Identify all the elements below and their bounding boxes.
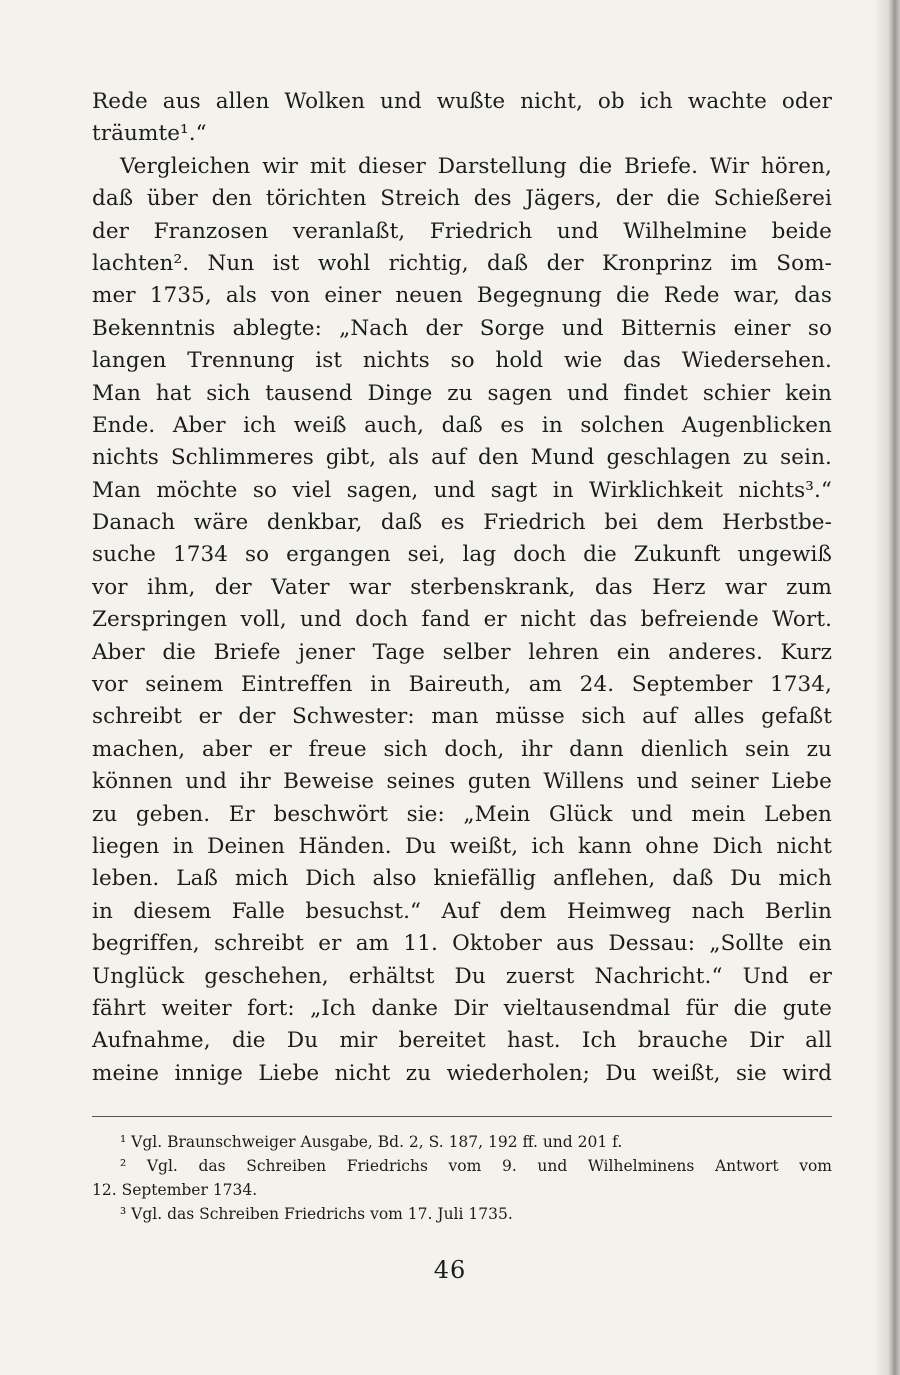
text-line: Bekenntnis ablegte: „Nach der Sorge und Bitternis einer so: [92, 315, 832, 341]
footnote-1: ¹ Vgl. Braunschweiger Ausgabe, Bd. 2, S. 187, 192 ff. und 201 f.: [120, 1133, 623, 1151]
text-line: vor seinem Eintreffen in Baireuth, am 24. September 1734,: [92, 672, 832, 698]
footnote-3: ³ Vgl. das Schreiben Friedrichs vom 17. Juli 1735.: [120, 1205, 513, 1223]
page-edge-shadow: [874, 0, 900, 1375]
text-line: fährt weiter fort: „Ich danke Dir vieltausendmal für die gute: [92, 995, 832, 1021]
text-line: langen Trennung ist nichts so hold wie das Wiedersehen.: [92, 348, 832, 374]
text-line: nichts Schlimmeres gibt, als auf den Mund geschlagen zu sein.: [92, 445, 832, 471]
text-line: träumte¹.“: [92, 121, 207, 147]
footnote-2-continued: 12. September 1734.: [92, 1181, 258, 1199]
footnote-divider: [92, 1116, 832, 1117]
text-line: meine innige Liebe nicht zu wiederholen; Du weißt, sie wird: [92, 1060, 832, 1086]
text-line: liegen in Deinen Händen. Du weißt, ich kann ohne Dich nicht: [92, 833, 832, 859]
text-line: suche 1734 so ergangen sei, lag doch die Zukunft ungewiß: [92, 542, 832, 568]
text-line: können und ihr Beweise seines guten Willens und seiner Liebe: [92, 769, 832, 795]
text-line: daß über den törichten Streich des Jägers, der die Schießerei: [92, 186, 832, 212]
footnotes: [92, 1130, 832, 1226]
text-line: Unglück geschehen, erhältst Du zuerst Nachricht.“ Und er: [92, 963, 832, 989]
text-line: Rede aus allen Wolken und wußte nicht, ob ich wachte oder: [92, 89, 832, 114]
text-line: in diesem Falle besuchst.“ Auf dem Heimweg nach Berlin: [92, 898, 832, 924]
text-line: mer 1735, als von einer neuen Begegnung die Rede war, das: [92, 283, 832, 309]
text-line: Man hat sich tausend Dinge zu sagen und findet schier kein: [92, 380, 832, 406]
body-text: [92, 86, 832, 1090]
text-line: leben. Laß mich Dich also kniefällig anflehen, daß Du mich: [92, 866, 832, 892]
text-line: Ende. Aber ich weiß auch, daß es in solchen Augenblicken: [92, 412, 832, 438]
text-line: der Franzosen veranlaßt, Friedrich und Wilhelmine beide: [92, 218, 832, 244]
text-line: Man möchte so viel sagen, und sagt in Wirklichkeit nichts³.“: [92, 477, 832, 503]
text-line: machen, aber er freue sich doch, ihr dann dienlich sein zu: [92, 736, 832, 762]
text-line: Zerspringen voll, und doch fand er nicht das befreiende Wort.: [92, 607, 832, 633]
text-line: Danach wäre denkbar, daß es Friedrich bei dem Herbstbe-: [92, 510, 832, 536]
text-line: zu geben. Er beschwört sie: „Mein Glück und mein Leben: [92, 801, 832, 827]
text-line: Vergleichen wir mit dieser Darstellung die Briefe. Wir hören,: [120, 153, 832, 179]
text-line: schreibt er der Schwester: man müsse sich auf alles gefaßt: [92, 704, 832, 730]
text-line: begriffen, schreibt er am 11. Oktober aus Dessau: „Sollte ein: [92, 931, 832, 957]
text-line: lachten². Nun ist wohl richtig, daß der Kronprinz im Som-: [92, 250, 832, 276]
page-number: 46: [433, 1256, 467, 1284]
footnote-2: ² Vgl. das Schreiben Friedrichs vom 9. und Wilhelminens Antwort vom: [120, 1157, 832, 1175]
text-line: vor ihm, der Vater war sterbenskrank, das Herz war zum: [92, 574, 832, 600]
text-line: Aufnahme, die Du mir bereitet hast. Ich brauche Dir all: [92, 1028, 832, 1054]
text-line: Aber die Briefe jener Tage selber lehren ein anderes. Kurz: [92, 639, 832, 665]
